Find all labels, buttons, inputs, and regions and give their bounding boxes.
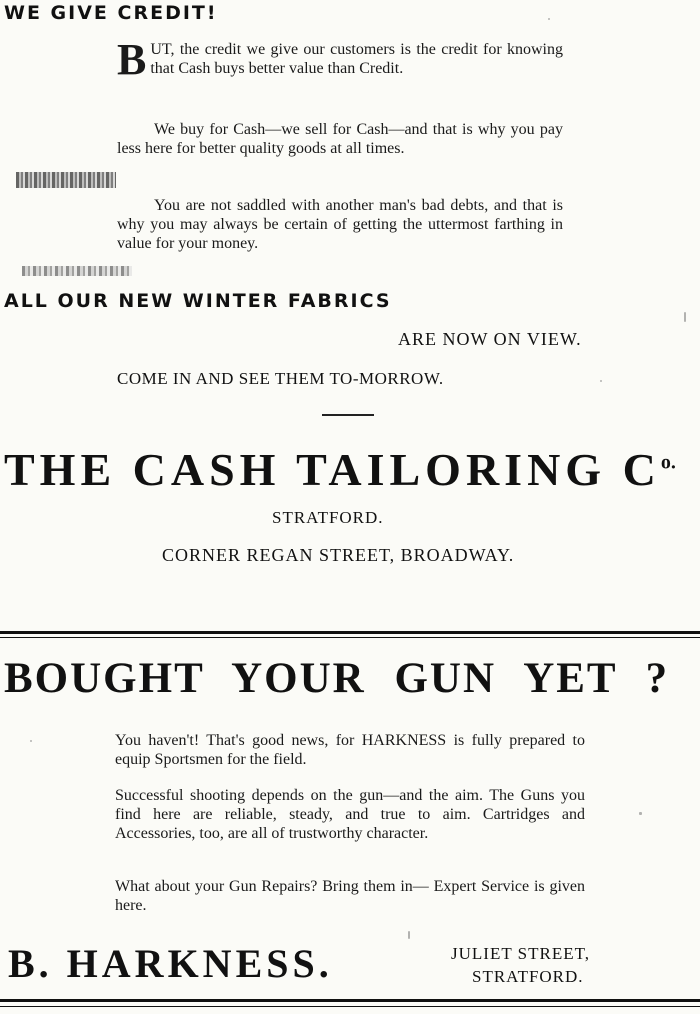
credit-paragraph-3: You are not saddled with another man's bad debts, and that is why you may always be certain of getting the uttermost farthing in value for your money. xyxy=(117,197,563,252)
print-speck xyxy=(684,312,686,322)
short-divider xyxy=(322,414,374,416)
footer-rule-top xyxy=(0,999,700,1002)
company-name xyxy=(4,443,676,496)
gun-paragraph-1: You haven't! That's good news, for HARKNESS is fully prepared to equip Sportsmen for the field. xyxy=(115,732,585,768)
ad-separator-bottom xyxy=(0,637,700,638)
on-view-line: ARE NOW ON VIEW. xyxy=(398,329,582,349)
credit-paragraph-1 xyxy=(117,35,563,84)
company-suffix: o. xyxy=(660,451,676,474)
gun-headline: BOUGHT YOUR GUN YET ? xyxy=(4,655,670,702)
company-address: CORNER REGAN STREET, BROADWAY. xyxy=(162,545,515,565)
merchant-street: JULIET STREET, xyxy=(451,944,590,963)
credit-paragraph-2: We buy for Cash—we sell for Cash—and that is why you pay less here for better quality goods at all times. xyxy=(117,121,563,157)
print-speck xyxy=(600,380,602,382)
ad-separator-top xyxy=(0,631,700,634)
print-speck xyxy=(408,931,410,939)
merchant-name: B. HARKNESS. xyxy=(8,941,333,986)
credit-headline: WE GIVE CREDIT! xyxy=(4,2,218,24)
footer-rule-bottom xyxy=(0,1006,700,1007)
credit-paragraph-1-text: UT, the credit we give our customers is the credit for knowing that Cash buys better value than Credit. xyxy=(150,41,563,77)
drop-cap: B xyxy=(117,35,147,84)
print-speck xyxy=(639,812,642,815)
print-speck xyxy=(548,18,550,20)
invite-line: COME IN AND SEE THEM TO-MORROW. xyxy=(117,369,444,388)
gun-paragraph-2: Successful shooting depends on the gun—and the aim. The Guns you find here are reliable, steady, and true to aim. Cartridges and Accessories, too, are all of trustworthy character. xyxy=(115,787,585,842)
print-speck xyxy=(30,740,32,742)
company-town: STRATFORD. xyxy=(272,508,384,527)
smudge-mark xyxy=(16,172,116,188)
gun-paragraph-3: What about your Gun Repairs? Bring them in— Expert Service is given here. xyxy=(115,878,585,914)
smudge-mark-2 xyxy=(22,266,132,276)
company-name-text: THE CASH TAILORING C xyxy=(4,444,661,495)
merchant-town: STRATFORD. xyxy=(472,967,584,986)
fabrics-heading: ALL OUR NEW WINTER FABRICS xyxy=(4,290,392,312)
